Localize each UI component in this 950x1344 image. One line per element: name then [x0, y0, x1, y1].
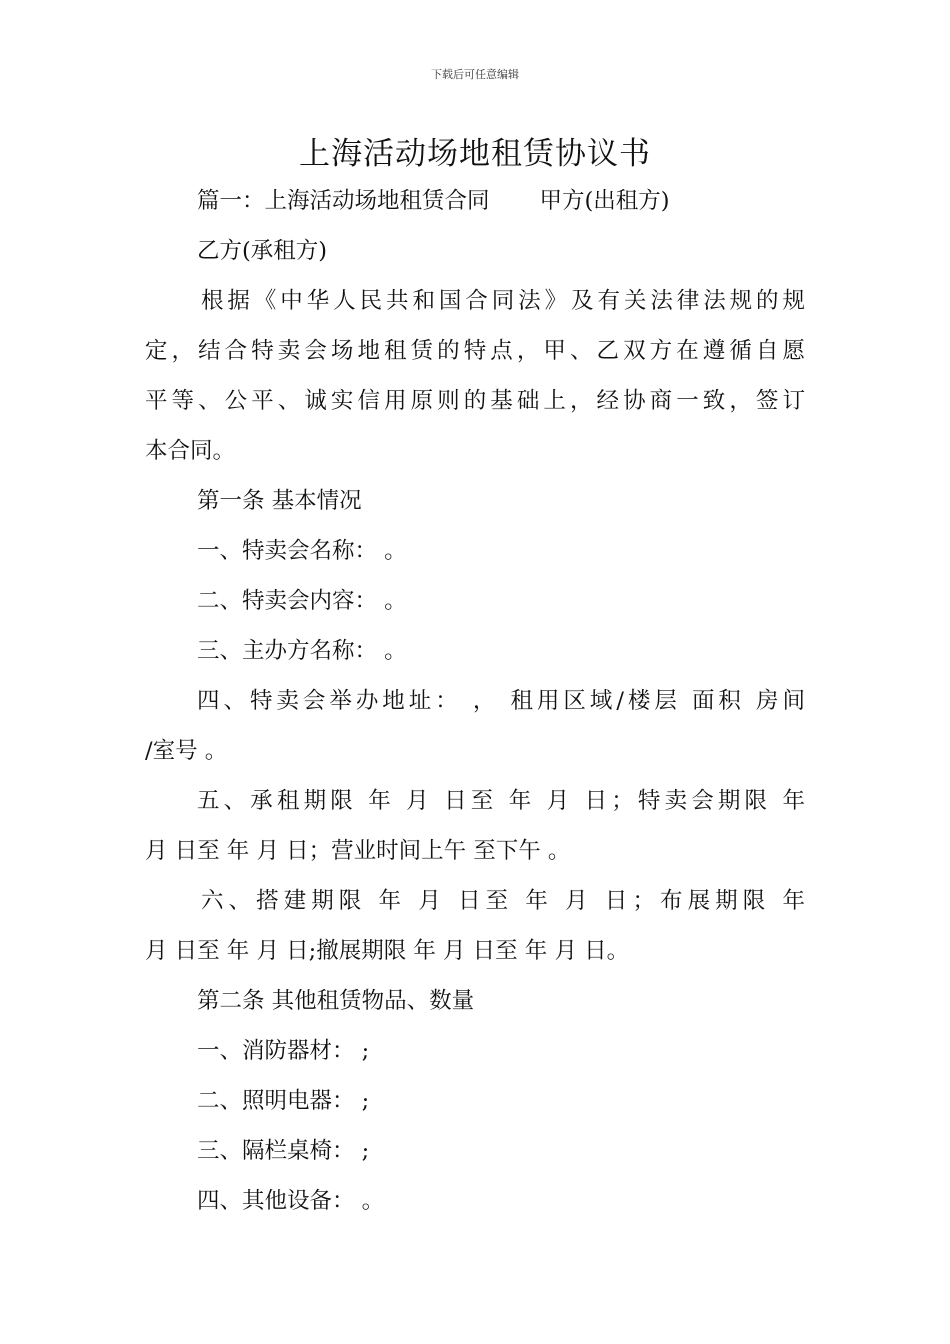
article-one-item-1: 一、特卖会名称： 。	[197, 538, 407, 564]
line-intro-1: 根据《中华人民共和国合同法》及有关法律法规的规	[201, 288, 805, 314]
article-one-item-4a: 四、特卖会举办地址： ， 租用区域/楼层 面积 房间	[197, 688, 805, 714]
article-one-item-2: 二、特卖会内容： 。	[197, 588, 407, 614]
article-two-heading: 第二条 其他租赁物品、数量	[197, 988, 475, 1014]
article-one-item-6a: 六、搭建期限 年 月 日至 年 月 日；布展期限 年	[201, 888, 805, 914]
line-intro-3: 平等、公平、诚实信用原则的基础上，经协商一致，签订	[145, 388, 805, 414]
document-title: 上海活动场地租赁协议书	[299, 136, 651, 172]
article-one-heading: 第一条 基本情况	[197, 488, 362, 514]
document-body	[145, 176, 805, 1226]
line-preamble-parties	[145, 176, 805, 226]
article-one-item-6b: 月 日至 年 月 日;撤展期限 年 月 日至 年 月 日。	[145, 938, 630, 964]
article-one-item-4b: /室号 。	[145, 738, 228, 764]
article-one-item-3: 三、主办方名称： 。	[197, 638, 407, 664]
text-chapter-one: 篇一：上海活动场地租赁合同	[197, 188, 490, 214]
article-two-item-2: 二、照明电器： ;	[197, 1088, 370, 1114]
line-party-b: 乙方(承租方)	[197, 238, 328, 264]
line-intro-4: 本合同。	[145, 438, 236, 464]
article-two-item-4: 四、其他设备： 。	[197, 1188, 385, 1214]
article-two-item-1: 一、消防器材： ;	[197, 1038, 370, 1064]
text-party-a: 甲方(出租方)	[539, 188, 670, 214]
header-note: 下载后可任意编辑	[431, 68, 519, 81]
line-intro-2: 定，结合特卖会场地租赁的特点，甲、乙双方在遵循自愿	[145, 338, 805, 364]
article-one-item-5a: 五、承租期限 年 月 日至 年 月 日；特卖会期限 年	[197, 788, 805, 814]
article-one-item-5b: 月 日至 年 月 日；营业时间上午 至下午 。	[145, 838, 571, 864]
article-two-item-3: 三、隔栏桌椅： ;	[197, 1138, 370, 1164]
